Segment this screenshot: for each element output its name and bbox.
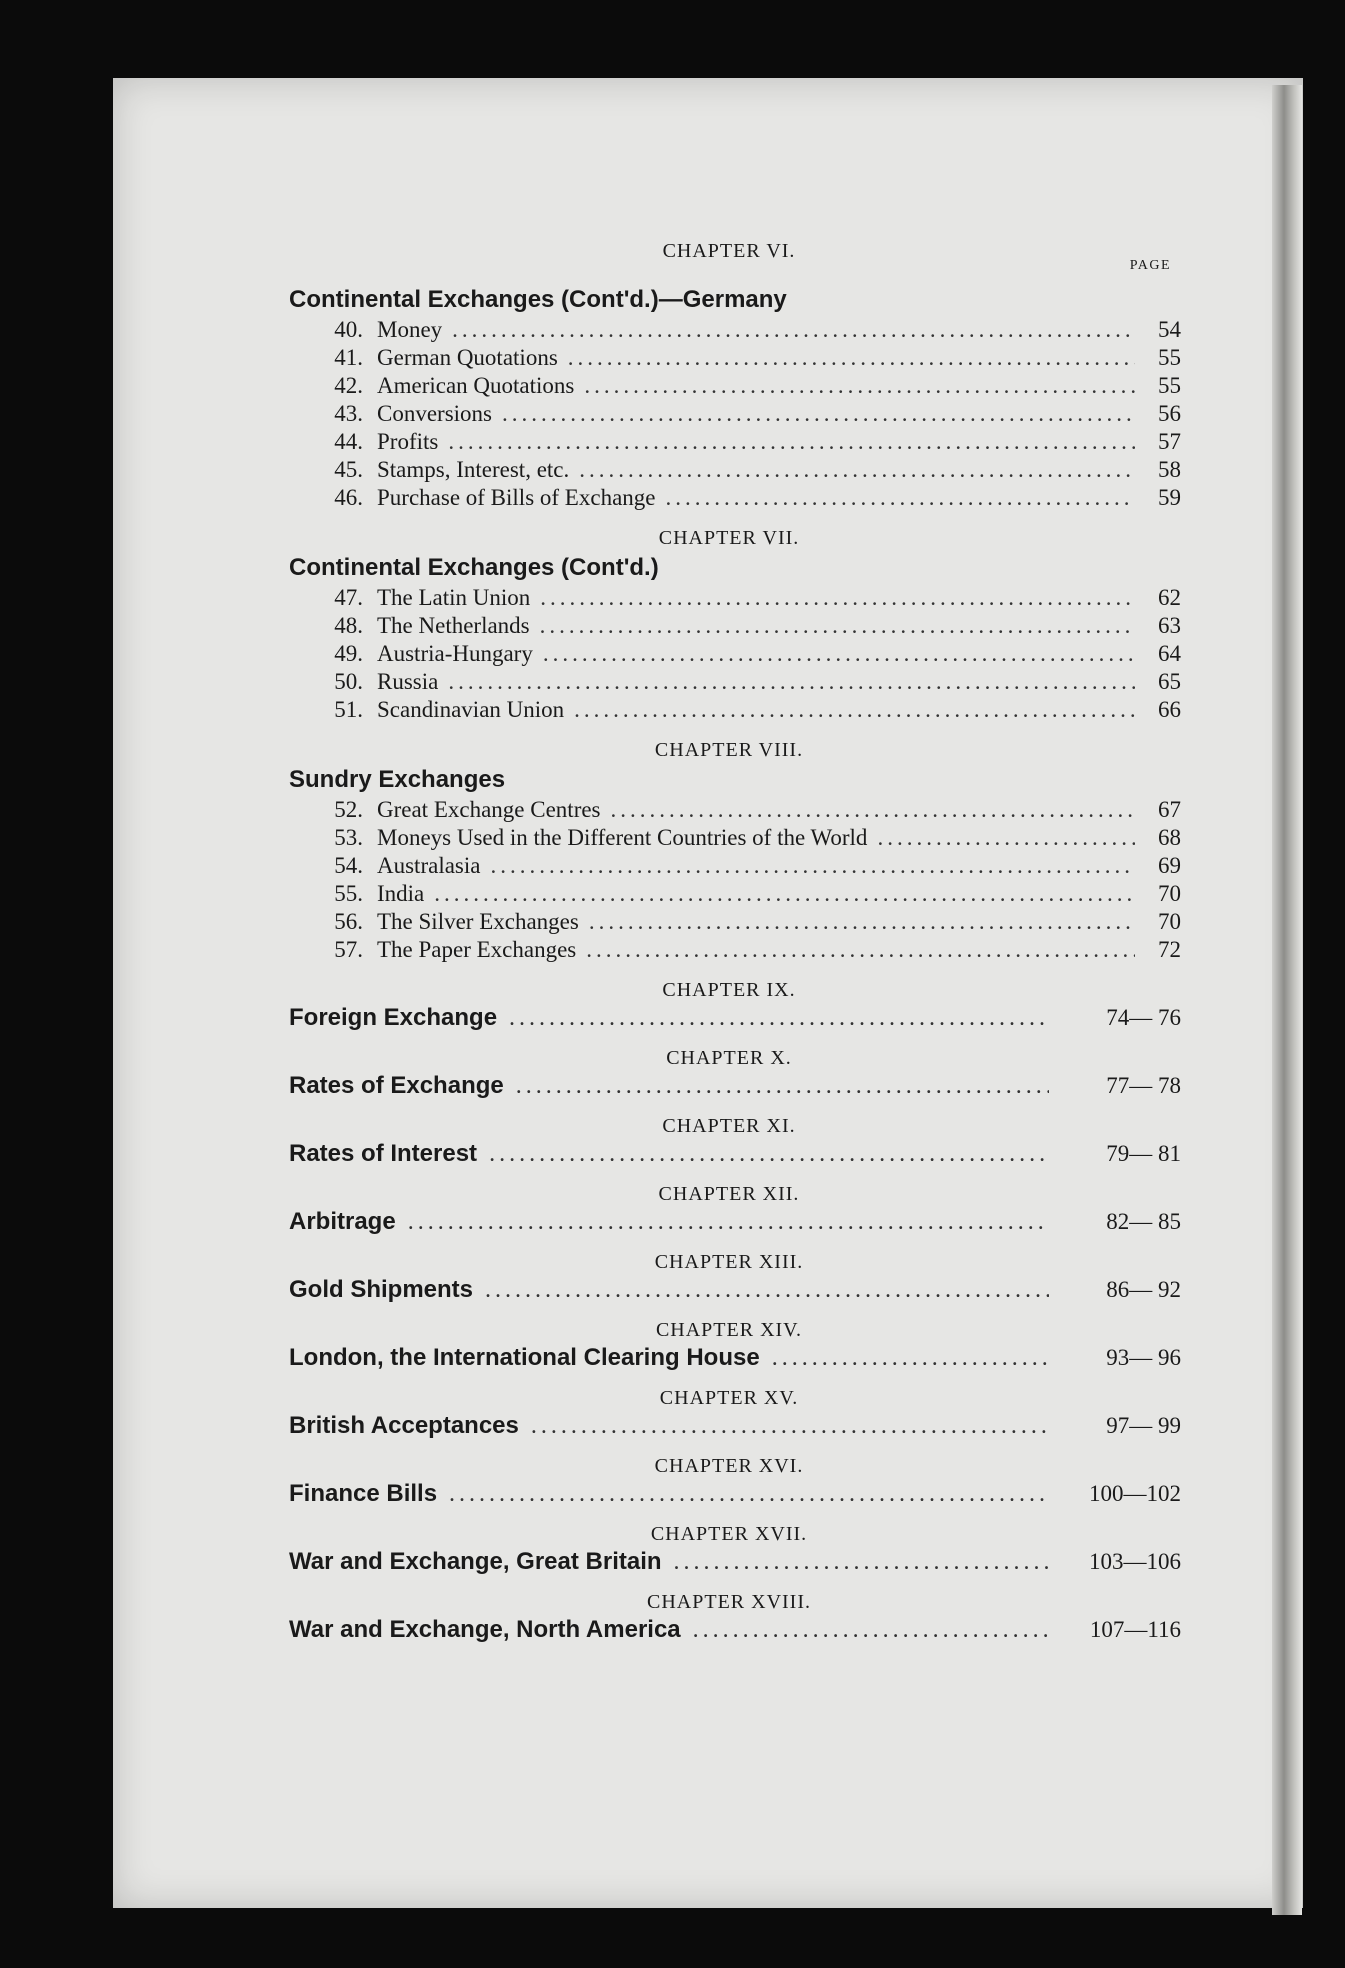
dot-leader (540, 612, 1135, 640)
toc-entry[interactable] (289, 668, 1181, 696)
dot-leader (579, 456, 1135, 484)
dot-leader (674, 1549, 1049, 1576)
toc-entry[interactable] (289, 372, 1181, 400)
entry-title: German Quotations (377, 345, 558, 370)
chapter-title: Rates of Interest (289, 1140, 478, 1167)
toc-entry[interactable] (289, 316, 1181, 344)
chapter-heading: CHAPTER XIII. (654, 1251, 804, 1273)
toc-entry[interactable] (289, 796, 1181, 824)
toc-entry[interactable] (289, 400, 1181, 428)
part-title: Continental Exchanges (Cont'd.) (289, 554, 659, 581)
chapter-heading: CHAPTER VII. (658, 527, 800, 549)
entry-number: 55. (334, 881, 363, 906)
entry-title: Scandinavian Union (377, 697, 565, 722)
chapter-pages: 100—102 (1089, 1481, 1181, 1506)
entry-page: 63 (1158, 613, 1181, 638)
dot-leader (489, 1141, 1049, 1168)
toc-entry[interactable] (289, 640, 1181, 668)
chapter-pages: 79— 81 (1106, 1141, 1181, 1166)
dot-leader (543, 640, 1135, 668)
entry-title: Austria-Hungary (377, 641, 533, 666)
dot-leader (434, 880, 1135, 908)
dot-leader (516, 1073, 1049, 1100)
chapter-title: Gold Shipments (289, 1276, 474, 1303)
entry-title: The Paper Exchanges (377, 937, 577, 962)
chapter-title: Rates of Exchange (289, 1072, 504, 1099)
chapter-title: War and Exchange, North America (289, 1616, 681, 1643)
entry-number: 45. (334, 457, 363, 482)
toc-entry[interactable] (289, 824, 1181, 852)
dot-leader (502, 400, 1135, 428)
toc-chapter-entry[interactable] (289, 1548, 1181, 1582)
entry-title: Russia (377, 669, 439, 694)
chapter-heading: CHAPTER XVIII. (647, 1591, 811, 1613)
chapter-heading: CHAPTER XI. (662, 1115, 796, 1137)
dot-leader (584, 372, 1135, 400)
entry-title: The Netherlands (377, 613, 530, 638)
toc-entry[interactable] (289, 456, 1181, 484)
chapter-pages: 107—116 (1089, 1617, 1181, 1642)
toc-entry[interactable] (289, 428, 1181, 456)
chapter-pages: 103—106 (1089, 1549, 1181, 1574)
dot-leader (485, 1277, 1049, 1304)
entry-number: 53. (334, 825, 363, 850)
entry-title: Stamps, Interest, etc. (377, 457, 570, 482)
entry-page: 68 (1158, 825, 1181, 850)
toc-chapter-entry[interactable] (289, 1072, 1181, 1106)
entry-title: Money (377, 317, 443, 342)
chapter-heading-row (289, 240, 1181, 284)
toc-chapter-entry[interactable] (289, 1004, 1181, 1038)
toc-entry[interactable] (289, 908, 1181, 936)
toc-entry[interactable] (289, 612, 1181, 640)
entry-number: 40. (334, 317, 363, 342)
page-column-label: PAGE (1129, 258, 1171, 273)
dot-leader (877, 824, 1135, 852)
table-of-contents (289, 240, 1181, 1650)
toc-entry[interactable] (289, 344, 1181, 372)
toc-chapter-entry[interactable] (289, 1344, 1181, 1378)
dot-leader (448, 428, 1135, 456)
part-title: Continental Exchanges (Cont'd.)—Germany (289, 286, 787, 313)
chapter-heading: CHAPTER XIV. (655, 1319, 803, 1341)
entry-number: 54. (334, 853, 363, 878)
entry-title: Profits (377, 429, 439, 454)
entry-page: 55 (1158, 345, 1181, 370)
entry-page: 59 (1158, 485, 1181, 510)
toc-entry[interactable] (289, 880, 1181, 908)
entry-page: 72 (1158, 937, 1181, 962)
toc-entry[interactable] (289, 484, 1181, 512)
entry-page: 55 (1158, 373, 1181, 398)
dot-leader (490, 852, 1135, 880)
dot-leader (589, 908, 1135, 936)
entry-title: India (377, 881, 425, 906)
chapter-title: Foreign Exchange (289, 1004, 498, 1031)
chapter-title: Arbitrage (289, 1208, 396, 1235)
chapter-pages: 82— 85 (1106, 1209, 1181, 1234)
dot-leader (772, 1345, 1049, 1372)
entry-page: 54 (1158, 317, 1181, 342)
entry-title: Great Exchange Centres (377, 797, 601, 822)
dot-leader (452, 316, 1135, 344)
toc-chapter-entry[interactable] (289, 1276, 1181, 1310)
chapter-heading: CHAPTER VIII. (654, 739, 804, 761)
entry-number: 50. (334, 669, 363, 694)
chapter-heading: CHAPTER XVII. (650, 1523, 808, 1545)
chapter-heading: CHAPTER XVI. (654, 1455, 804, 1477)
entry-number: 52. (334, 797, 363, 822)
entry-number: 56. (334, 909, 363, 934)
entry-number: 42. (334, 373, 363, 398)
book-spine (1272, 85, 1302, 1915)
entry-page: 56 (1158, 401, 1181, 426)
dot-leader (665, 484, 1135, 512)
dot-leader (693, 1617, 1049, 1644)
part-title: Sundry Exchanges (289, 766, 506, 793)
entry-title: Australasia (377, 853, 481, 878)
chapter-heading: CHAPTER XII. (658, 1183, 800, 1205)
entry-title: The Silver Exchanges (377, 909, 579, 934)
entry-page: 70 (1158, 881, 1181, 906)
entry-number: 43. (334, 401, 363, 426)
entry-page: 66 (1158, 697, 1181, 722)
entry-page: 64 (1158, 641, 1181, 666)
entry-number: 57. (334, 937, 363, 962)
toc-chapter-entry[interactable] (289, 1616, 1181, 1650)
dot-leader (449, 1481, 1049, 1508)
toc-entry[interactable] (289, 696, 1181, 724)
chapter-heading: CHAPTER VI. (662, 240, 796, 262)
dot-leader (611, 796, 1135, 824)
chapter-pages: 74— 76 (1106, 1005, 1181, 1030)
entry-number: 41. (334, 345, 363, 370)
chapter-title: War and Exchange, Great Britain (289, 1548, 662, 1575)
toc-chapter-entry[interactable] (289, 1140, 1181, 1174)
dot-leader (540, 584, 1135, 612)
dot-leader (448, 668, 1135, 696)
chapter-pages: 77— 78 (1106, 1073, 1181, 1098)
entry-page: 62 (1158, 585, 1181, 610)
toc-entry[interactable] (289, 852, 1181, 880)
toc-entry[interactable] (289, 584, 1181, 612)
entry-title: American Quotations (377, 373, 575, 398)
chapter-title: British Acceptances (289, 1412, 519, 1439)
chapter-pages: 86— 92 (1106, 1277, 1181, 1302)
toc-chapter-entry[interactable] (289, 1480, 1181, 1514)
entry-number: 51. (334, 697, 363, 722)
dot-leader (509, 1005, 1049, 1032)
chapter-pages: 93— 96 (1106, 1345, 1181, 1370)
dot-leader (568, 344, 1135, 372)
entry-number: 48. (334, 613, 363, 638)
chapter-heading: CHAPTER IX. (662, 979, 796, 1001)
chapter-title: Finance Bills (289, 1480, 438, 1507)
entry-page: 67 (1158, 797, 1181, 822)
entry-page: 65 (1158, 669, 1181, 694)
entry-page: 57 (1158, 429, 1181, 454)
chapter-heading: CHAPTER XV. (659, 1387, 799, 1409)
dot-leader (408, 1209, 1049, 1236)
dot-leader (574, 696, 1135, 724)
chapter-title: London, the International Clearing House (289, 1344, 760, 1371)
dot-leader (586, 936, 1135, 964)
toc-entry[interactable] (289, 936, 1181, 964)
toc-chapter-entry[interactable] (289, 1412, 1181, 1446)
entry-page: 58 (1158, 457, 1181, 482)
entry-number: 47. (334, 585, 363, 610)
chapter-heading: CHAPTER X. (666, 1047, 792, 1069)
chapter-pages: 97— 99 (1106, 1413, 1181, 1438)
entry-title: Purchase of Bills of Exchange (377, 485, 656, 510)
entry-title: Moneys Used in the Different Countries of the World (377, 825, 868, 850)
toc-chapter-entry[interactable] (289, 1208, 1181, 1242)
entry-page: 70 (1158, 909, 1181, 934)
entry-page: 69 (1158, 853, 1181, 878)
entry-number: 46. (334, 485, 363, 510)
entry-number: 49. (334, 641, 363, 666)
dot-leader (531, 1413, 1049, 1440)
entry-title: Conversions (377, 401, 492, 426)
entry-number: 44. (334, 429, 363, 454)
entry-title: The Latin Union (377, 585, 531, 610)
